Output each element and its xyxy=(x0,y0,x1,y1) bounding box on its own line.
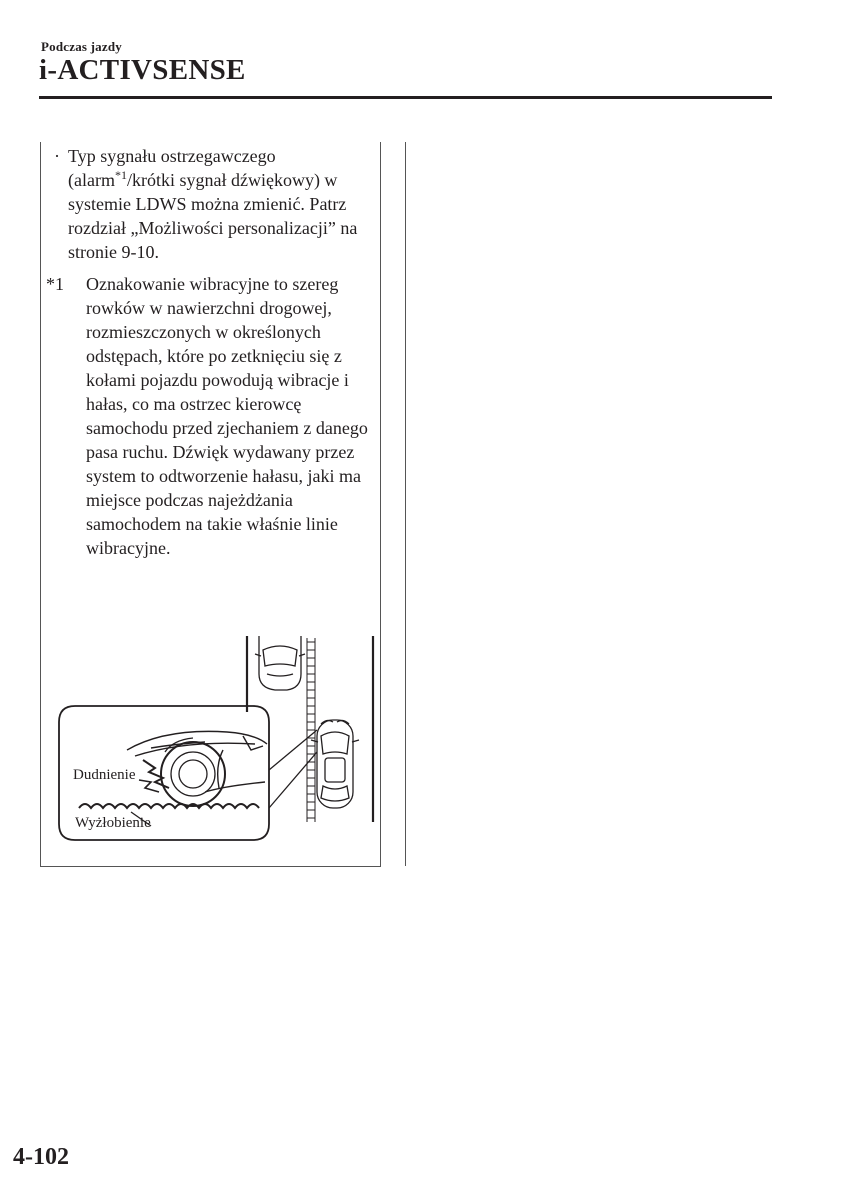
title-rule xyxy=(39,96,772,99)
illustration-drawing xyxy=(55,632,381,844)
bullet-text-end: /krótki sygnał dźwiękowy) w systemie LDWS można zmienić. Patrz rozdział „Możliwości personalizacji” na stronie 9-10. xyxy=(68,170,358,262)
page-title: i-ACTIVSENSE xyxy=(39,54,246,86)
grooved-road-surface xyxy=(79,804,259,808)
footnote-mark: *1 xyxy=(46,274,64,294)
footnote-text: Oznakowanie wibracyjne to szereg rowków w nawierzchni drogowej, rozmieszczonych w określonych odstępach, które po zetknięciu się z kołami pojazdu powodują wibracje i hałas, co ma ostrzec kierowcę samochodu przed zjechaniem z danego pasa ruchu. Dźwięk wydawany przez system to odtworzenie hałasu, jaki ma miejsce podczas najeżdżania samochodem na takie właśnie linie wibracyjne. xyxy=(86,274,368,558)
bullet-text xyxy=(68,144,374,264)
bullet-dot: · xyxy=(54,146,60,166)
callout-line-top xyxy=(269,730,317,770)
rumble-noise-mark xyxy=(143,760,169,788)
bullet-item xyxy=(54,144,374,264)
bullet-text-start: Typ sygnału ostrzegawczego (alarm xyxy=(68,146,276,190)
footnote-reference: *1 xyxy=(114,168,127,182)
page-number: 4-102 xyxy=(13,1144,69,1170)
footnote xyxy=(46,272,376,560)
rumble-strip-illustration xyxy=(55,632,381,844)
car-side-detail xyxy=(127,731,267,792)
label-groove: Wyżłobienie xyxy=(75,815,151,831)
car-ahead-top-view xyxy=(255,636,305,690)
column-divider xyxy=(405,142,406,866)
section-label: Podczas jazdy xyxy=(41,39,122,54)
rumble-strip-marking xyxy=(307,638,315,822)
label-noise: Dudnienie xyxy=(73,767,136,783)
callout-line-bottom xyxy=(269,752,317,808)
car-drifting-top-view xyxy=(311,720,359,808)
